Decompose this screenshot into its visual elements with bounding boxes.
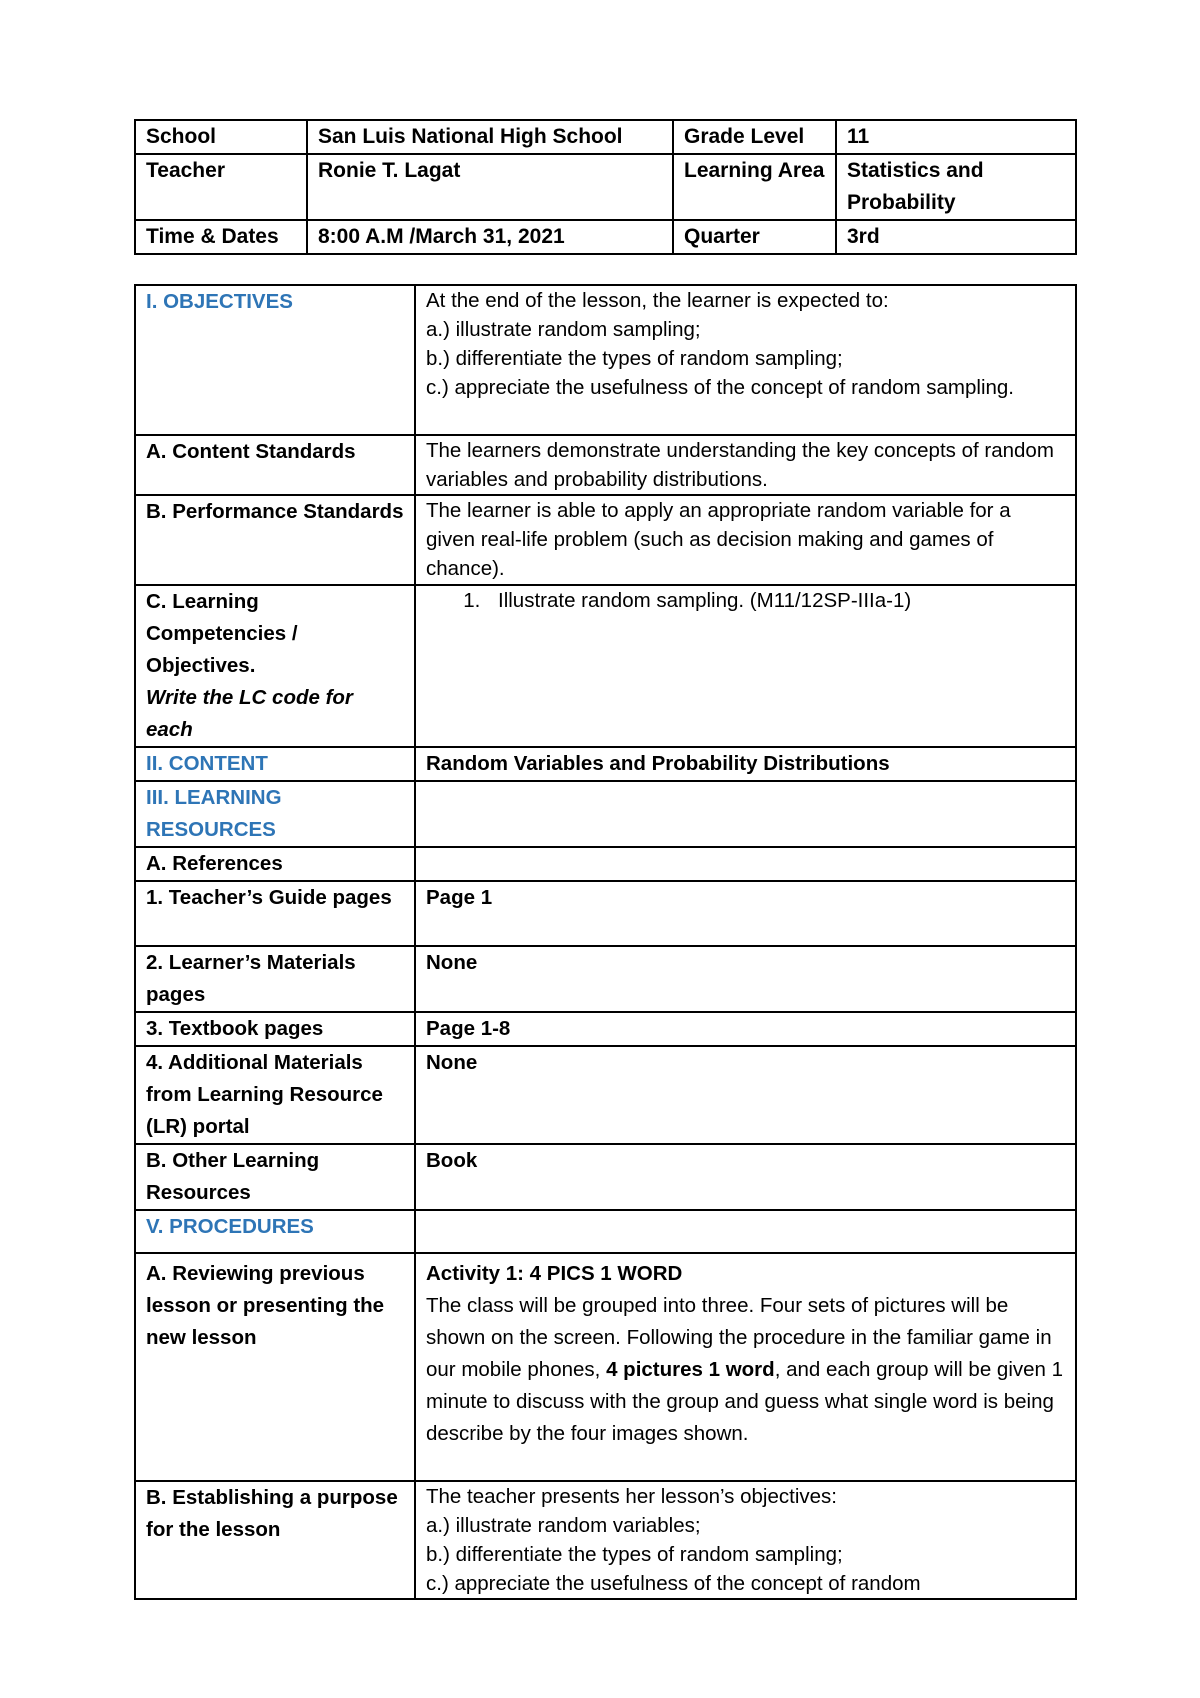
learning-area-label: Learning Area [673, 154, 836, 220]
competencies-label [135, 585, 415, 747]
teachers-guide-label: 1. Teacher’s Guide pages [135, 881, 415, 946]
purpose-row [135, 1481, 1076, 1599]
content-heading: II. CONTENT [135, 747, 415, 781]
activity-body [415, 1253, 1076, 1481]
teachers-guide-row [135, 881, 1076, 946]
other-resources-label: B. Other Learning Resources [135, 1144, 415, 1210]
performance-standards-row [135, 495, 1076, 585]
purpose-item: b.) differentiate the types of random sampling; [426, 1543, 843, 1566]
competencies-title: C. Learning Competencies / Objectives. [146, 590, 298, 677]
time-dates-value: 8:00 A.M /March 31, 2021 [307, 220, 673, 254]
objective-item: b.) differentiate the types of random sampling; [426, 347, 843, 370]
competency-item: 1. Illustrate random sampling. (M11/12SP-IIIa-1) [486, 586, 1065, 615]
content-standards-label: A. Content Standards [135, 435, 415, 495]
purpose-item: a.) illustrate random variables; [426, 1514, 701, 1537]
competencies-note: Write the LC code for each [146, 686, 353, 741]
objectives-intro: At the end of the lesson, the learner is expected to: [426, 289, 889, 312]
procedures-heading: V. PROCEDURES [135, 1210, 415, 1253]
objectives-body [415, 285, 1076, 435]
purpose-intro: The teacher presents her lesson’s objectives: [426, 1485, 837, 1508]
lesson-info-table [134, 119, 1077, 255]
activity-title: Activity 1: 4 PICS 1 WORD [426, 1262, 683, 1285]
content-standards-row [135, 435, 1076, 495]
quarter-label: Quarter [673, 220, 836, 254]
activity-text-bold: 4 pictures 1 word [606, 1358, 775, 1381]
competencies-row [135, 585, 1076, 747]
lesson-plan-table [134, 284, 1077, 1600]
activity-text-2: , and each group will be given 1 minute to discuss with the group and guess what single word is being describe by the four images shown. [426, 1358, 1064, 1445]
objective-item: a.) illustrate random sampling; [426, 318, 701, 341]
other-resources-row [135, 1144, 1076, 1210]
textbook-label: 3. Textbook pages [135, 1012, 415, 1046]
content-standards-text: The learners demonstrate understanding the key concepts of random variables and probability distributions. [415, 435, 1076, 495]
quarter-value: 3rd [836, 220, 1076, 254]
additional-materials-label: 4. Additional Materials from Learning Resource (LR) portal [135, 1046, 415, 1144]
competencies-body [415, 585, 1076, 747]
additional-materials-value: None [415, 1046, 1076, 1144]
purpose-label: B. Establishing a purpose for the lesson [135, 1481, 415, 1599]
learners-materials-label: 2. Learner’s Materials pages [135, 946, 415, 1012]
reviewing-row [135, 1253, 1076, 1481]
reviewing-label: A. Reviewing previous lesson or presenting the new lesson [135, 1253, 415, 1481]
grade-level-value: 11 [836, 120, 1076, 154]
objectives-row [135, 285, 1076, 435]
references-label: A. References [135, 847, 415, 881]
procedures-empty [415, 1210, 1076, 1253]
content-value: Random Variables and Probability Distributions [415, 747, 1076, 781]
learners-materials-row [135, 946, 1076, 1012]
grade-level-label: Grade Level [673, 120, 836, 154]
teacher-value: Ronie T. Lagat [307, 154, 673, 220]
activity-text-1: The class will be grouped into three. Four sets of pictures will be shown on the screen. Following the procedure in the familiar game in our mobile phones, [426, 1294, 1052, 1381]
additional-materials-row [135, 1046, 1076, 1144]
textbook-value: Page 1-8 [415, 1012, 1076, 1046]
other-resources-value: Book [415, 1144, 1076, 1210]
textbook-row [135, 1012, 1076, 1046]
content-row [135, 747, 1076, 781]
teacher-label: Teacher [135, 154, 307, 220]
learning-resources-empty [415, 781, 1076, 847]
references-empty [415, 847, 1076, 881]
learners-materials-value: None [415, 946, 1076, 1012]
school-value: San Luis National High School [307, 120, 673, 154]
references-row [135, 847, 1076, 881]
purpose-body [415, 1481, 1076, 1599]
purpose-item: c.) appreciate the usefulness of the concept of random [426, 1572, 921, 1595]
performance-standards-text: The learner is able to apply an appropriate random variable for a given real-life problem (such as decision making and games of chance). [415, 495, 1076, 585]
learning-area-value: Statistics and Probability [836, 154, 1076, 220]
time-dates-label: Time & Dates [135, 220, 307, 254]
learning-resources-row [135, 781, 1076, 847]
competencies-list [426, 586, 1065, 615]
learning-resources-heading: III. LEARNING RESOURCES [135, 781, 415, 847]
objectives-heading: I. OBJECTIVES [135, 285, 415, 435]
teachers-guide-value: Page 1 [415, 881, 1076, 946]
objective-item: c.) appreciate the usefulness of the concept of random sampling. [426, 376, 1015, 399]
performance-standards-label: B. Performance Standards [135, 495, 415, 585]
procedures-row [135, 1210, 1076, 1253]
school-label: School [135, 120, 307, 154]
